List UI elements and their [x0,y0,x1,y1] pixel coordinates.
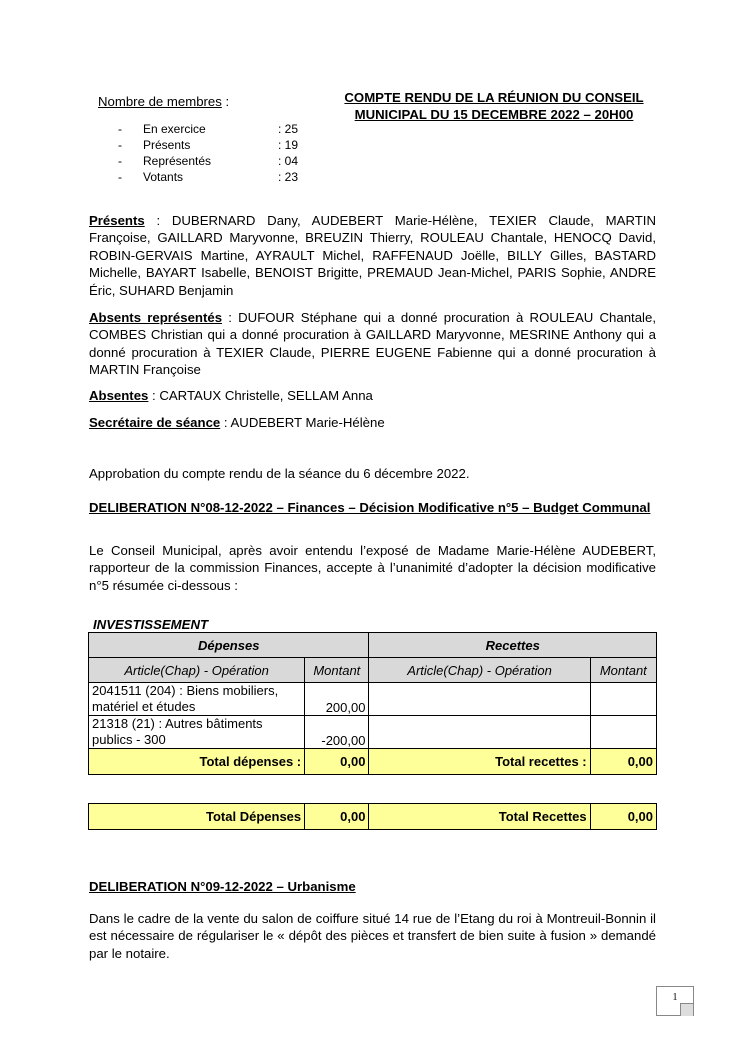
secretaire-label: Secrétaire de séance [89,415,221,430]
list-dash: - [118,170,122,184]
col-article-recettes: Article(Chap) - Opération [369,658,590,683]
absents-representes-label: Absents représentés [89,310,223,325]
absents-representes-text: : DUFOUR Stéphane qui a donné procuration à ROULEAU Chantale, COMBES Christian qui a donné procuration à GAILLARD Maryvonne, MESRINE Anthony qui a donné procuration à TEXIER Claude, PIERRE EUGENE Fabienne qui a donné procuration à MARTIN Françoise [89,310,656,378]
secretaire-paragraph [89,414,656,431]
members-row-votants [118,169,298,185]
secretaire-text: : AUDEBERT Marie-Hélène [220,415,385,430]
recette-article-cell [369,716,590,749]
report-title-line1: COMPTE RENDU DE LA RÉUNION DU CONSEIL [344,90,644,105]
report-title-line2: MUNICIPAL DU 15 DECEMBRE 2022 – 20H00 [354,107,634,122]
deliberation2-title: DELIBERATION N°09-12-2022 – Urbanisme [89,879,356,894]
deliberation1-text: Le Conseil Municipal, après avoir entendu l’exposé de Madame Marie-Hélène AUDEBERT, rapporteur de la commission Finances, accepte à l’unanimité d’adopter la décision modificative n°5 résumée ci-dessous : [89,543,656,593]
col-montant-depenses: Montant [305,658,369,683]
members-title: Nombre de membres [98,94,222,109]
members-value: : 23 [278,170,299,184]
grand-total-recettes-value: 0,00 [590,804,656,830]
recette-montant-cell [590,716,656,749]
absents-representes-paragraph [89,309,656,379]
grand-total-depenses-value: 0,00 [305,804,369,830]
members-colon: : [221,94,230,109]
presents-paragraph [89,212,656,299]
montant-cell: -200,00 [305,716,369,749]
list-dash: - [118,138,122,152]
grand-total-recettes-label: Total Recettes [369,804,590,830]
page-fold-icon [680,1003,693,1016]
article-cell: 2041511 (204) : Biens mobiliers, matériel et études [89,683,305,716]
members-label: Votants [143,170,184,184]
total-recettes-value: 0,00 [590,749,656,775]
report-title [320,89,668,123]
investissement-table [88,632,657,775]
recette-article-cell [369,683,590,716]
absentes-text: : CARTAUX Christelle, SELLAM Anna [148,388,373,403]
members-label: Présents [143,138,191,152]
total-recettes-label: Total recettes : [369,749,590,775]
presents-text: : DUBERNARD Dany, AUDEBERT Marie-Hélène, TEXIER Claude, MARTIN Françoise, GAILLARD Maryvonne, BREUZIN Thierry, ROULEAU Chantale, HENOCQ David, ROBIN-GERVAIS Martine, AYRAULT Michel, RAFFENAUD Joëlle, BILLY Gilles, BASTARD Michelle, BAYART Isabelle, BENOIST Brigitte, PREMAUD Jean-Michel, PARIS Sophie, ANDRE Éric, SUHARD Benjamin [89,213,656,298]
members-row-en-exercice [118,121,298,137]
presents-label: Présents [89,213,145,228]
approbation-paragraph [89,465,656,482]
total-depenses-label: Total dépenses : [89,749,305,775]
list-dash: - [118,122,122,136]
approbation-text: Approbation du compte rendu de la séance du 6 décembre 2022. [89,466,470,481]
total-depenses-value: 0,00 [305,749,369,775]
grand-totals-row [89,804,657,830]
investissement-label: INVESTISSEMENT [93,617,209,632]
table-subheader-row [89,658,657,683]
members-value: : 19 [278,138,299,152]
deliberation1-title: DELIBERATION N°08-12-2022 – Finances – Décision Modificative n°5 – Budget Communal [89,500,651,515]
members-value: : 25 [278,122,299,136]
page-number-text: 1 [672,992,678,1003]
col-montant-recettes: Montant [590,658,656,683]
members-list [118,121,298,185]
table-row [89,716,657,749]
members-heading [98,94,229,109]
recettes-header: Recettes [369,633,657,658]
absentes-label: Absentes [89,388,149,403]
members-row-representes [118,153,298,169]
col-article-depenses: Article(Chap) - Opération [89,658,305,683]
members-label: En exercice [143,122,206,136]
table-row [89,683,657,716]
depenses-header: Dépenses [89,633,369,658]
deliberation2-text: Dans le cadre de la vente du salon de coiffure situé 14 rue de l’Etang du roi à Montreuil-Bonnin il est nécessaire de régulariser le « dépôt des pièces et transfert de bien suite à fusion » demandé par le notaire. [89,911,656,961]
members-value: : 04 [278,154,299,168]
list-dash: - [118,154,122,168]
absentes-paragraph [89,387,656,404]
recette-montant-cell [590,683,656,716]
table-header-row [89,633,657,658]
members-row-presents [118,137,298,153]
article-cell: 21318 (21) : Autres bâtiments publics - 300 [89,716,305,749]
totals-row [89,749,657,775]
montant-cell: 200,00 [305,683,369,716]
grand-total-table [88,803,657,830]
members-label: Représentés [143,154,212,168]
grand-total-depenses-label: Total Dépenses [89,804,305,830]
